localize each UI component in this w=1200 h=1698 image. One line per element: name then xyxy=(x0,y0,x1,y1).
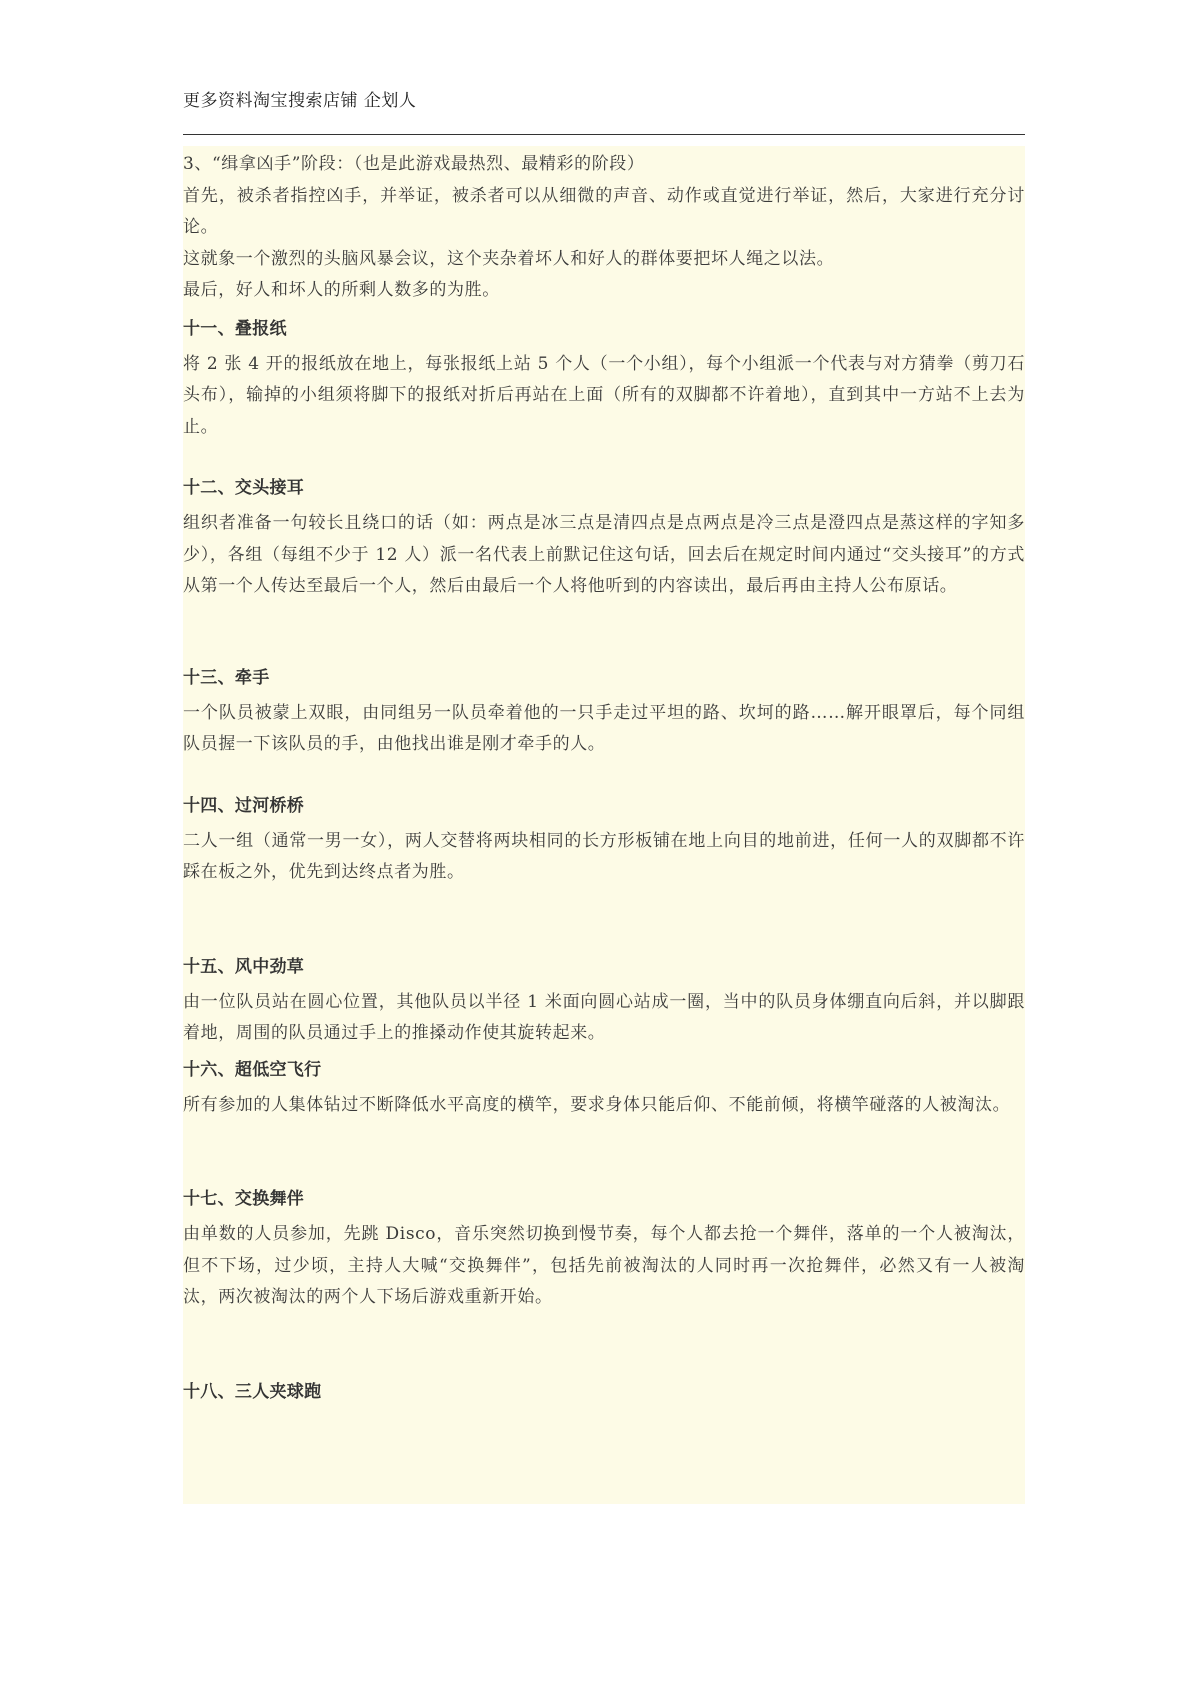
section-body-14: 二人一组（通常一男一女），两人交替将两块相同的长方形板铺在地上向目的地前进，任何一人的双脚都不许踩在板之外，优先到达终点者为胜。 xyxy=(183,830,1025,882)
section-title-14: 十四、过河桥桥 xyxy=(183,795,305,816)
section-body-17: 由单数的人员参加，先跳 Disco，音乐突然切换到慢节奏，每个人都去抢一个舞伴，落单的一个人被淘汰，但不下场，过少顷，主持人大喊“交换舞伴”，包括先前被淘汰的人同时再一次抢舞伴，必然又有一人被淘汰，两次被淘汰的两个人下场后游戏重新开始。 xyxy=(183,1224,1025,1307)
section-title-13: 十三、牵手 xyxy=(183,667,270,688)
section-title-16: 十六、超低空飞行 xyxy=(183,1059,322,1080)
page-header: 更多资料淘宝搜索店铺 企划人 xyxy=(183,91,417,111)
section-title-11: 十一、叠报纸 xyxy=(183,318,287,339)
section-body-12: 组织者准备一句较长且绕口的话（如：两点是冰三点是清四点是点两点是冷三点是澄四点是蒸这样的字知多少），各组（每组不少于 12 人）派一名代表上前默记住这句话，回去后在规定时间内通过“交头接耳”的方式从第一个人传达至最后一个人，然后由最后一个人将他听到的内容读出，最后再由主持人公布原话。 xyxy=(183,513,1025,596)
section-body-15: 由一位队员站在圆心位置，其他队员以半径 1 米面向圆心站成一圈，当中的队员身体绷直向后斜，并以脚跟着地，周围的队员通过手上的推搡动作使其旋转起来。 xyxy=(183,991,1025,1043)
section-title-17: 十七、交换舞伴 xyxy=(183,1189,305,1209)
intro-paragraph-1: 首先，被杀者指控凶手，并举证，被杀者可以从细微的声音、动作或直觉进行举证，然后，大家进行充分讨论。 xyxy=(183,185,1025,237)
stage-title: 3、“缉拿凶手”阶段：（也是此游戏最热烈、最精彩的阶段） xyxy=(183,154,645,174)
intro-paragraph-3: 最后，好人和坏人的所剩人数多的为胜。 xyxy=(183,280,500,300)
section-body-13: 一个队员被蒙上双眼，由同组另一队员牵着他的一只手走过平坦的路、坎坷的路……解开眼罩后，每个同组队员握一下该队员的手，由他找出谁是刚才牵手的人。 xyxy=(183,702,1025,754)
header-divider xyxy=(183,134,1025,135)
section-body-16: 所有参加的人集体钻过不断降低水平高度的横竿，要求身体只能后仰、不能前倾，将横竿碰落的人被淘汰。 xyxy=(183,1094,1011,1115)
intro-paragraph-2: 这就象一个激烈的头脑风暴会议，这个夹杂着坏人和好人的群体要把坏人绳之以法。 xyxy=(183,248,835,269)
document-body xyxy=(183,146,1025,1504)
section-title-15: 十五、风中劲草 xyxy=(183,956,305,977)
section-body-11: 将 2 张 4 开的报纸放在地上，每张报纸上站 5 个人（一个小组），每个小组派一个代表与对方猜拳（剪刀石头布），输掉的小组须将脚下的报纸对折后再站在上面（所有的双脚都不许着地），直到其中一方站不上去为止。 xyxy=(183,353,1025,437)
section-title-18: 十八、三人夹球跑 xyxy=(183,1381,322,1402)
section-title-12: 十二、交头接耳 xyxy=(183,478,305,498)
